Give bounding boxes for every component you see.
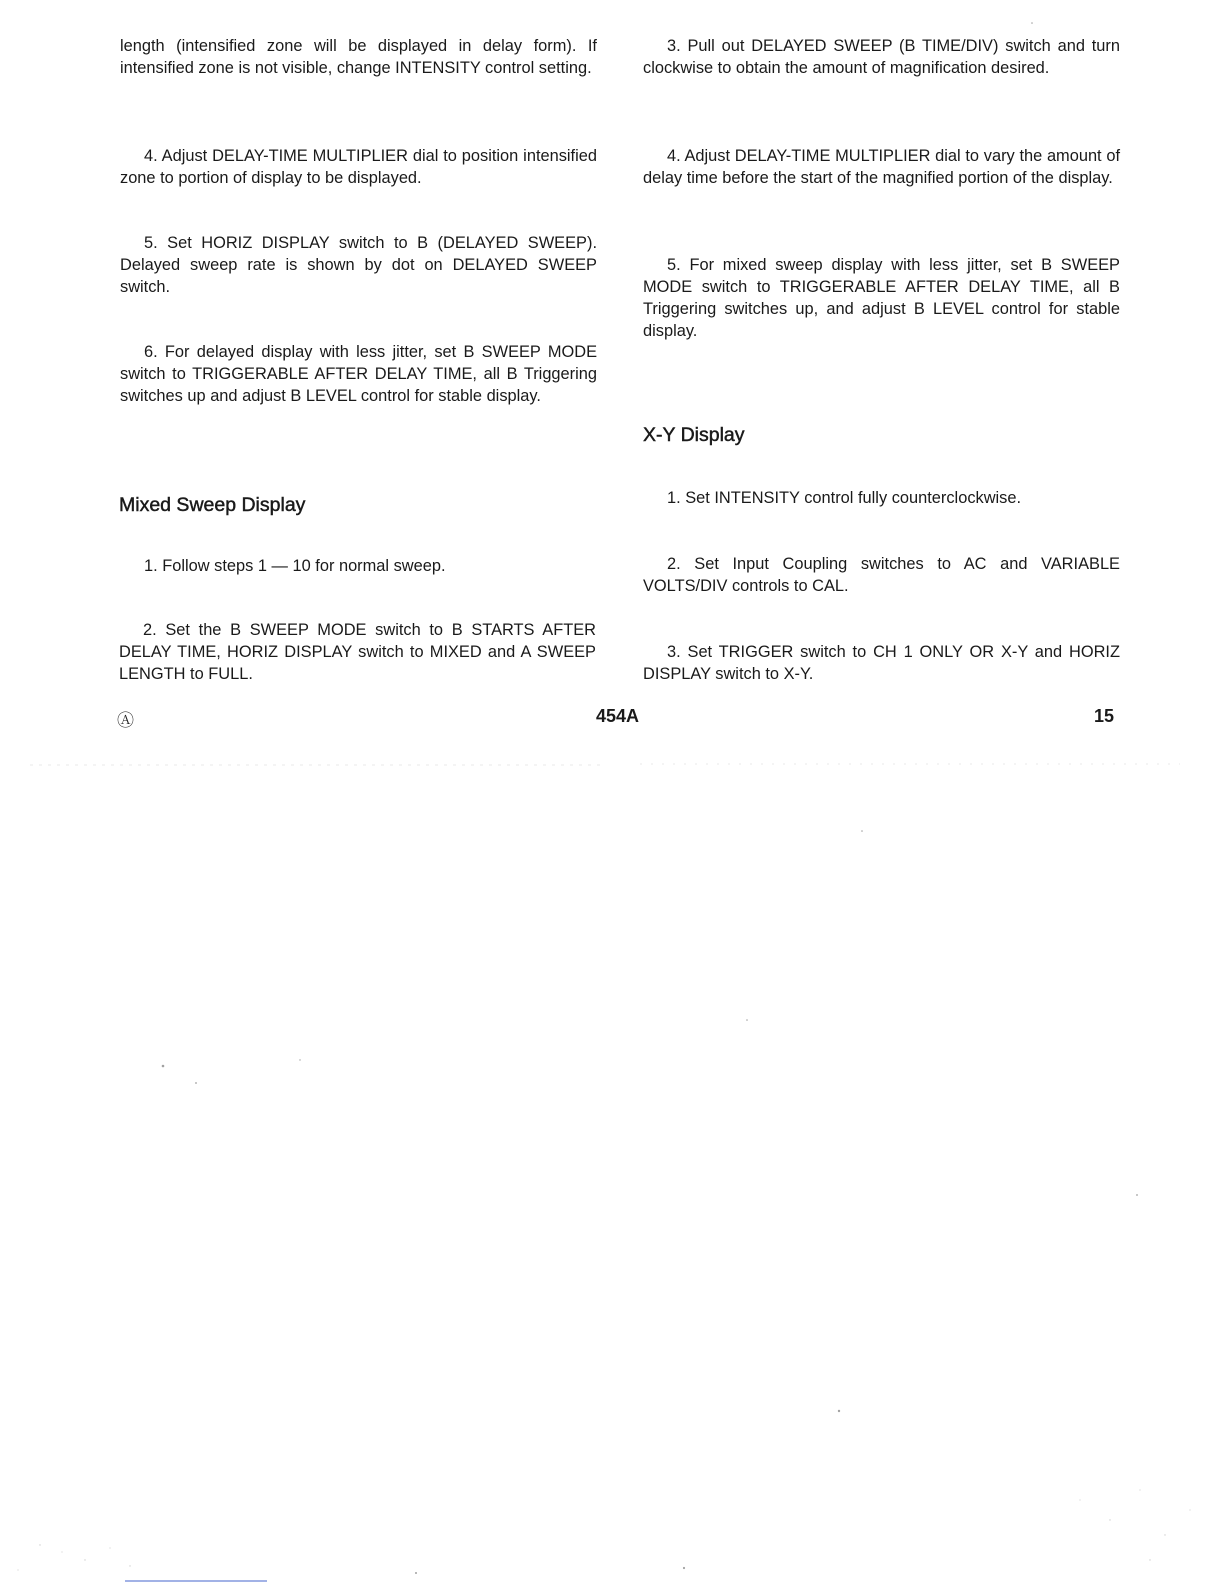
- section-heading-mixed-sweep: Mixed Sweep Display: [119, 494, 306, 516]
- xy-step-3: 3. Set TRIGGER switch to CH 1 ONLY OR X-Y and HORIZ DISPLAY switch to X-Y.: [643, 643, 1120, 683]
- registered-mark: Ⓐ: [117, 711, 134, 730]
- mixed-sweep-step-1: 1. Follow steps 1 — 10 for normal sweep.: [144, 557, 446, 575]
- left-paragraph-continuation: length (intensified zone will be displayed in delay form). If intensified zone is not visible, change INTENSITY control setting.: [120, 37, 597, 77]
- page-number: 15: [1094, 706, 1115, 726]
- left-step-6: 6. For delayed display with less jitter, set B SWEEP MODE switch to TRIGGERABLE AFTER DELAY TIME, all B Triggering switches up and adjust B LEVEL control for stable display.: [120, 343, 597, 405]
- right-step-4: 4. Adjust DELAY-TIME MULTIPLIER dial to vary the amount of delay time before the start of the magnified portion of the display.: [643, 147, 1120, 187]
- section-heading-xy-display: X-Y Display: [643, 424, 745, 446]
- left-step-5: 5. Set HORIZ DISPLAY switch to B (DELAYED SWEEP). Delayed sweep rate is shown by dot on DELAYED SWEEP switch.: [120, 234, 597, 296]
- xy-step-1: 1. Set INTENSITY control fully counterclockwise.: [667, 489, 1022, 507]
- right-step-5: 5. For mixed sweep display with less jitter, set B SWEEP MODE switch to TRIGGERABLE AFTER DELAY TIME, all B Triggering switches up, and adjust B LEVEL control for stable display.: [643, 256, 1120, 340]
- right-step-3: 3. Pull out DELAYED SWEEP (B TIME/DIV) switch and turn clockwise to obtain the amount of magnification desired.: [643, 37, 1120, 77]
- xy-step-2: 2. Set Input Coupling switches to AC and VARIABLE VOLTS/DIV controls to CAL.: [643, 555, 1120, 595]
- footer-model-number: 454A: [596, 706, 640, 726]
- left-step-4: 4. Adjust DELAY-TIME MULTIPLIER dial to position intensified zone to portion of display to be displayed.: [120, 147, 597, 187]
- mixed-sweep-step-2: 2. Set the B SWEEP MODE switch to B STARTS AFTER DELAY TIME, HORIZ DISPLAY switch to MIXED and A SWEEP LENGTH to FULL.: [119, 621, 596, 683]
